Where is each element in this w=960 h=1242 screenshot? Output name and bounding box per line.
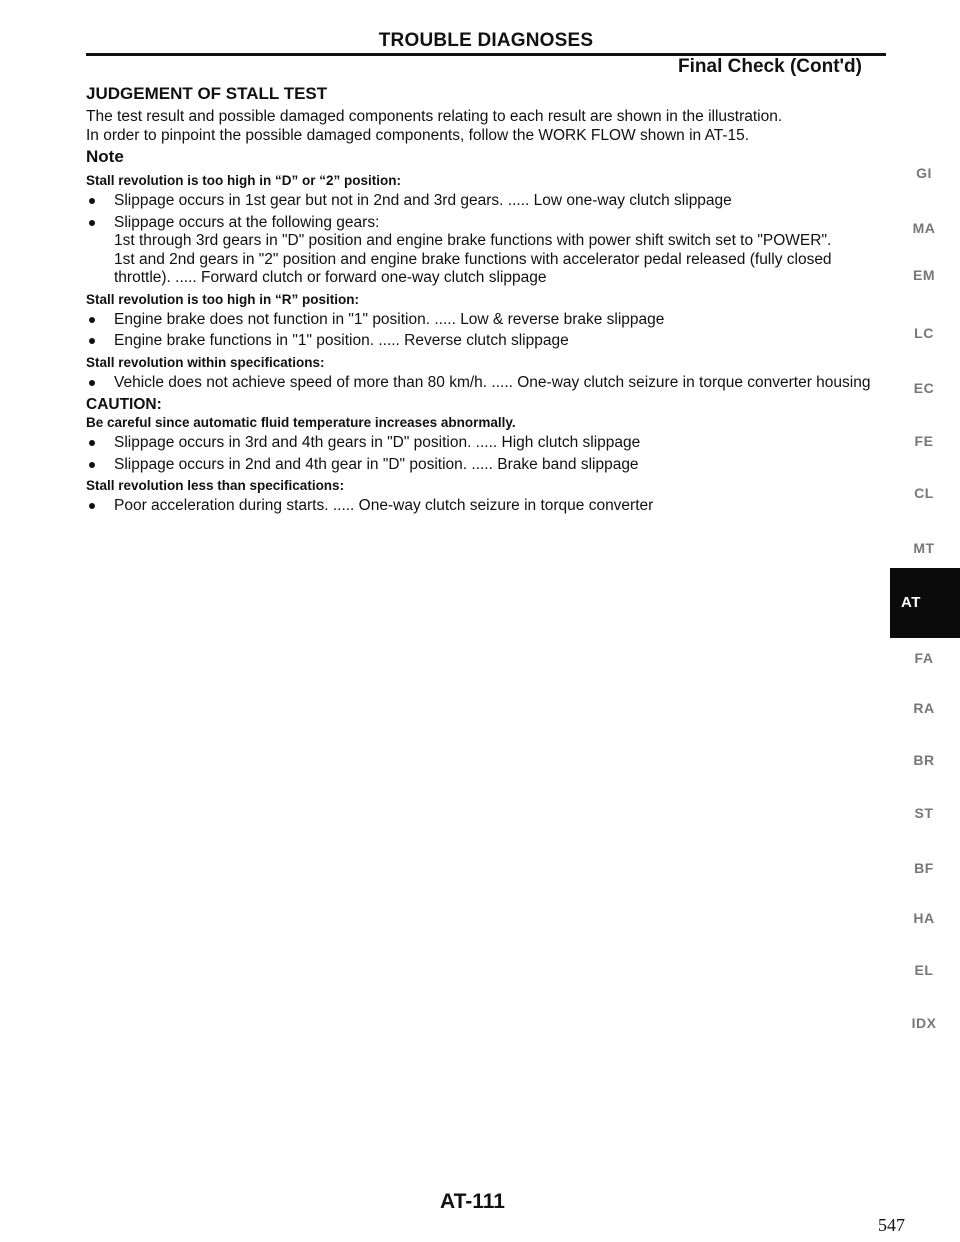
- list-item: [86, 434, 886, 453]
- caution-label: CAUTION:: [86, 396, 162, 413]
- tab-fe[interactable]: FE: [914, 433, 934, 449]
- list-item-text: Slippage occurs in 3rd and 4th gears in "D" position. ..... High clutch slippage: [114, 434, 641, 451]
- tab-el[interactable]: EL: [914, 962, 934, 978]
- page-header-subtitle: Final Check (Cont'd): [678, 56, 862, 77]
- condition-list-high-r: [86, 311, 886, 351]
- list-item-text: Slippage occurs in 2nd and 4th gear in "D" position. ..... Brake band slippage: [114, 455, 639, 473]
- list-item-text: Slippage occurs in 1st gear but not in 2nd and 3rd gears. ..... Low one-way clutch slippage: [114, 192, 732, 209]
- tab-br[interactable]: BR: [913, 752, 935, 768]
- bullet-icon: [89, 462, 95, 468]
- caution-list: [86, 434, 886, 474]
- tab-mt[interactable]: MT: [913, 540, 935, 556]
- bullet-icon: [89, 198, 95, 204]
- list-item-text: Slippage occurs at the following gears:: [114, 213, 380, 231]
- list-item: [86, 497, 886, 516]
- page-number: 547: [878, 1215, 905, 1235]
- tab-ec[interactable]: EC: [913, 380, 935, 396]
- intro-line-2: In order to pinpoint the possible damaged components, follow the WORK FLOW shown in AT-15.: [86, 127, 750, 144]
- list-item: [86, 374, 886, 393]
- tab-em[interactable]: EM: [913, 267, 935, 283]
- tab-bf[interactable]: BF: [914, 860, 934, 876]
- list-item: [86, 214, 886, 288]
- bullet-icon: [89, 317, 95, 323]
- bullet-icon: [89, 338, 95, 344]
- tab-at[interactable]: AT: [890, 568, 960, 638]
- caution-text: Be careful since automatic fluid temperature increases abnormally.: [86, 415, 516, 430]
- main-content: [86, 84, 886, 519]
- tab-fa[interactable]: FA: [914, 650, 934, 666]
- tab-gi[interactable]: GI: [916, 165, 932, 181]
- condition-list-within-spec: [86, 374, 886, 393]
- list-item: [86, 311, 886, 330]
- list-item-text: Poor acceleration during starts. ..... One-way clutch seizure in torque converter: [114, 497, 654, 514]
- bullet-icon: [89, 380, 95, 386]
- intro-line-1: The test result and possible damaged components relating to each result are shown in the illustration.: [86, 108, 783, 125]
- condition-title-high-r: Stall revolution is too high in “R” position:: [86, 291, 359, 307]
- bullet-icon: [89, 440, 95, 446]
- list-item: [86, 192, 886, 211]
- bullet-icon: [89, 503, 95, 509]
- sub-item-text: 1st and 2nd gears in "2" position and engine brake functions with accelerator pedal released (fully closed throttle). ..... Forward clutch or forward one-way clutch slippage: [114, 250, 832, 286]
- list-item: [86, 332, 886, 351]
- page-header-title: TROUBLE DIAGNOSES: [378, 30, 594, 51]
- condition-list-high-d-2: [86, 192, 886, 288]
- condition-list-less-spec: [86, 497, 886, 516]
- bullet-icon: [89, 220, 95, 226]
- tab-cl[interactable]: CL: [914, 485, 934, 501]
- tab-lc[interactable]: LC: [914, 325, 934, 341]
- tab-ma[interactable]: MA: [912, 220, 936, 236]
- page-code: AT-111: [440, 1190, 505, 1213]
- section-title: JUDGEMENT OF STALL TEST: [86, 84, 328, 103]
- condition-title-less-spec: Stall revolution less than specifications:: [86, 478, 345, 493]
- note-label: Note: [86, 147, 124, 166]
- condition-title-high-d-2: Stall revolution is too high in “D” or “2” position:: [86, 173, 401, 188]
- tab-ra[interactable]: RA: [913, 700, 935, 716]
- list-item-text: Engine brake functions in "1" position. ..... Reverse clutch slippage: [114, 332, 569, 349]
- list-item-text: Engine brake does not function in "1" position. ..... Low & reverse brake slippage: [114, 310, 665, 328]
- list-item: [86, 456, 886, 475]
- tab-st[interactable]: ST: [914, 805, 934, 821]
- sub-item-text: 1st through 3rd gears in "D" position and engine brake functions with power shift switch set to "POWER".: [114, 232, 832, 249]
- tab-idx[interactable]: IDX: [911, 1015, 937, 1031]
- list-item-text: Vehicle does not achieve speed of more than 80 km/h. ..... One-way clutch seizure in torque converter housing: [114, 373, 871, 391]
- tab-ha[interactable]: HA: [913, 910, 935, 926]
- condition-title-within-spec: Stall revolution within specifications:: [86, 354, 325, 370]
